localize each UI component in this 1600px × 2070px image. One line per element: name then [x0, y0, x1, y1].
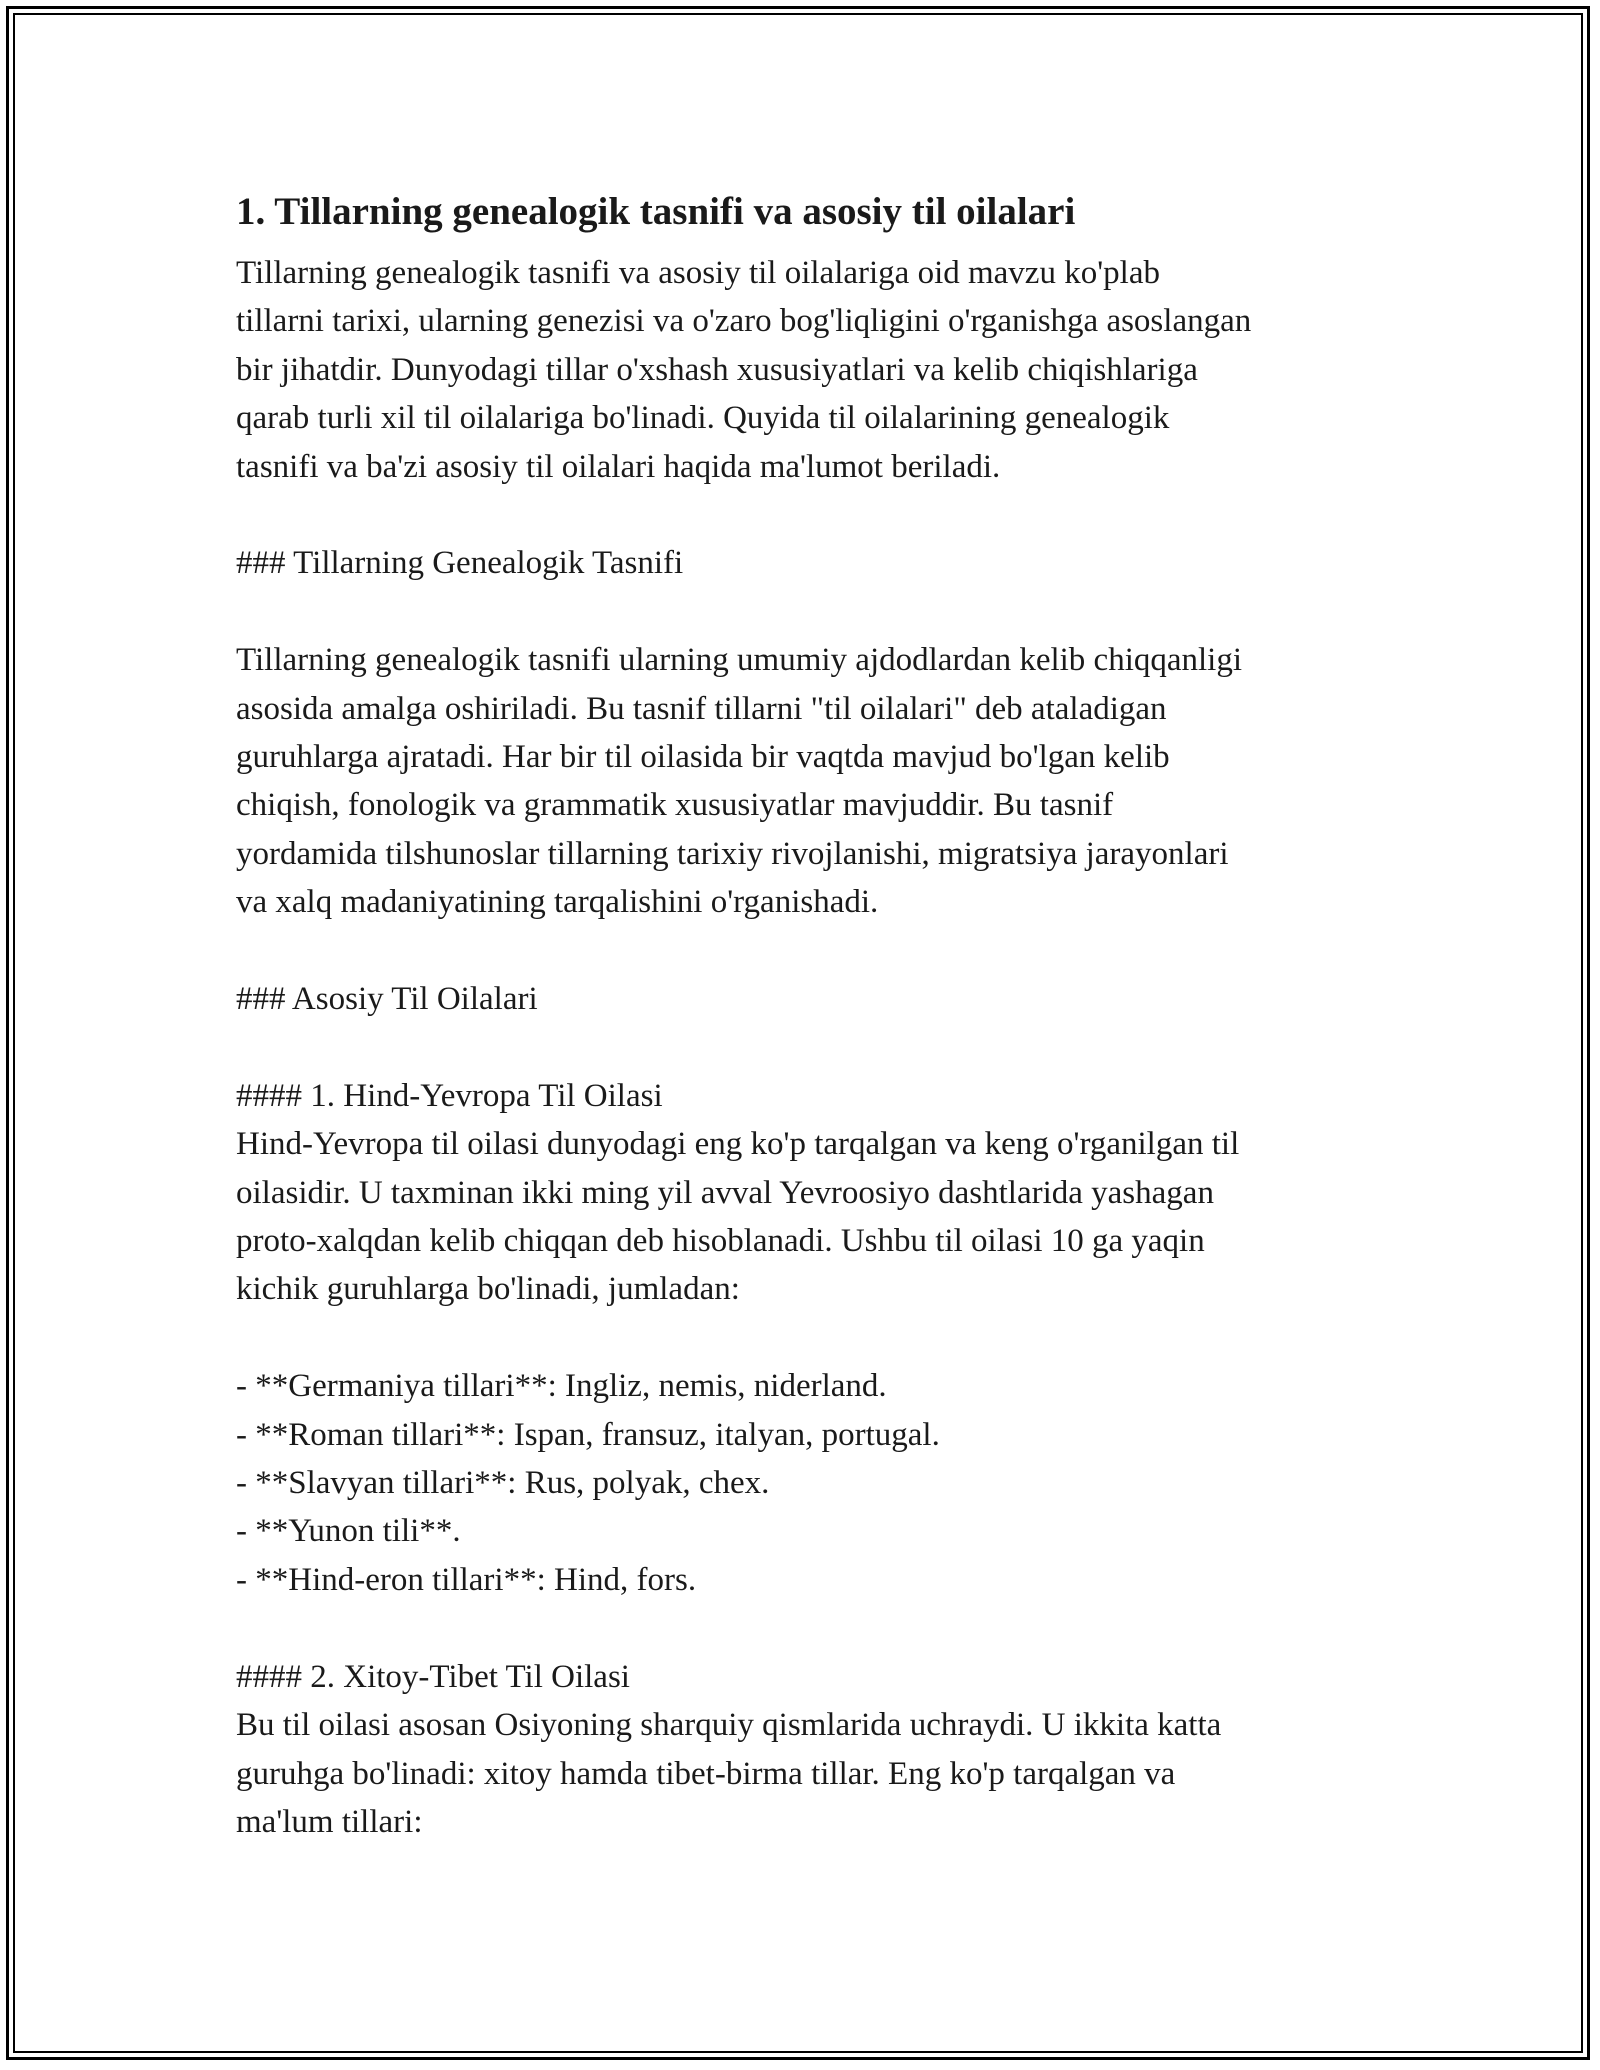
list-item: - **Hind-eron tillari**: Hind, fors. — [236, 1561, 697, 1598]
spacer — [236, 927, 1376, 975]
spacer — [236, 1023, 1376, 1071]
intro-paragraph: Tillarning genealogik tasnifi va asosiy til oilalariga oid mavzu ko'plab tillarni tarixi, ularning genezisi va o'zaro bog'liqligini o'rganishga asoslangan bir jihatdir. Dunyodagi tillar o'xshash xususiyatlari va kelib chiqishlariga qarab turli xil til oilalariga bo'linadi. Quyida til oilalarining genealogik tasnifi va ba'zi asosiy til oilalari haqida ma'lumot beriladi. — [236, 255, 1252, 485]
subsection-paragraph-hind-yevropa: Hind-Yevropa til oilasi dunyodagi eng ko'p tarqalgan va keng o'rganilgan til oilasidir. U taxminan ikki ming yil avval Yevroosiyo dashtlarida yashagan proto-xalqdan kelib chiqqan deb hisoblanadi. Ushbu til oilasi 10 ga yaqin kichik guruhlarga bo'linadi, jumladan: — [236, 1126, 1240, 1308]
subsection-heading-xitoy-tibet: #### 2. Xitoy-Tibet Til Oilasi — [236, 1658, 630, 1695]
document-title: 1. Tillarning genealogik tasnifi va asosiy til oilalari — [236, 190, 1076, 233]
list-item: - **Germaniya tillari**: Ingliz, nemis, niderland. — [236, 1368, 887, 1405]
list-item: - **Yunon tili**. — [236, 1513, 461, 1550]
section-heading-genealogik-tasnif: ### Tillarning Genealogik Tasnifi — [236, 545, 684, 582]
spacer — [236, 1314, 1376, 1362]
list-item: - **Slavyan tillari**: Rus, polyak, chex. — [236, 1465, 770, 1502]
section-heading-asosiy-til-oilalari: ### Asosiy Til Oilalari — [236, 981, 538, 1018]
language-group-list — [236, 1362, 1376, 1604]
subsection-heading-hind-yevropa: #### 1. Hind-Yevropa Til Oilasi — [236, 1077, 663, 1114]
list-item: - **Roman tillari**: Ispan, fransuz, italyan, portugal. — [236, 1416, 940, 1453]
spacer — [236, 491, 1376, 539]
document-body — [236, 185, 1376, 1846]
spacer — [236, 588, 1376, 636]
spacer — [236, 1604, 1376, 1652]
subsection-paragraph-xitoy-tibet: Bu til oilasi asosan Osiyoning sharquiy qismlarida uchraydi. U ikkita katta guruhga bo'linadi: xitoy hamda tibet-birma tillar. Eng ko'p tarqalgan va ma'lum tillari: — [236, 1707, 1222, 1840]
section-paragraph-genealogik-tasnif: Tillarning genealogik tasnifi ularning umumiy ajdodlardan kelib chiqqanligi asosida amalga oshiriladi. Bu tasnif tillarni "til oilalari" deb ataladigan guruhlarga ajratadi. Har bir til oilasida bir vaqtda mavjud bo'lgan kelib chiqish, fonologik va grammatik xususiyatlar mavjuddir. Bu tasnif yordamida tilshunoslar tillarning tarixiy rivojlanishi, migratsiya jarayonlari va xalq madaniyatining tarqalishini o'rganishadi. — [236, 642, 1243, 921]
